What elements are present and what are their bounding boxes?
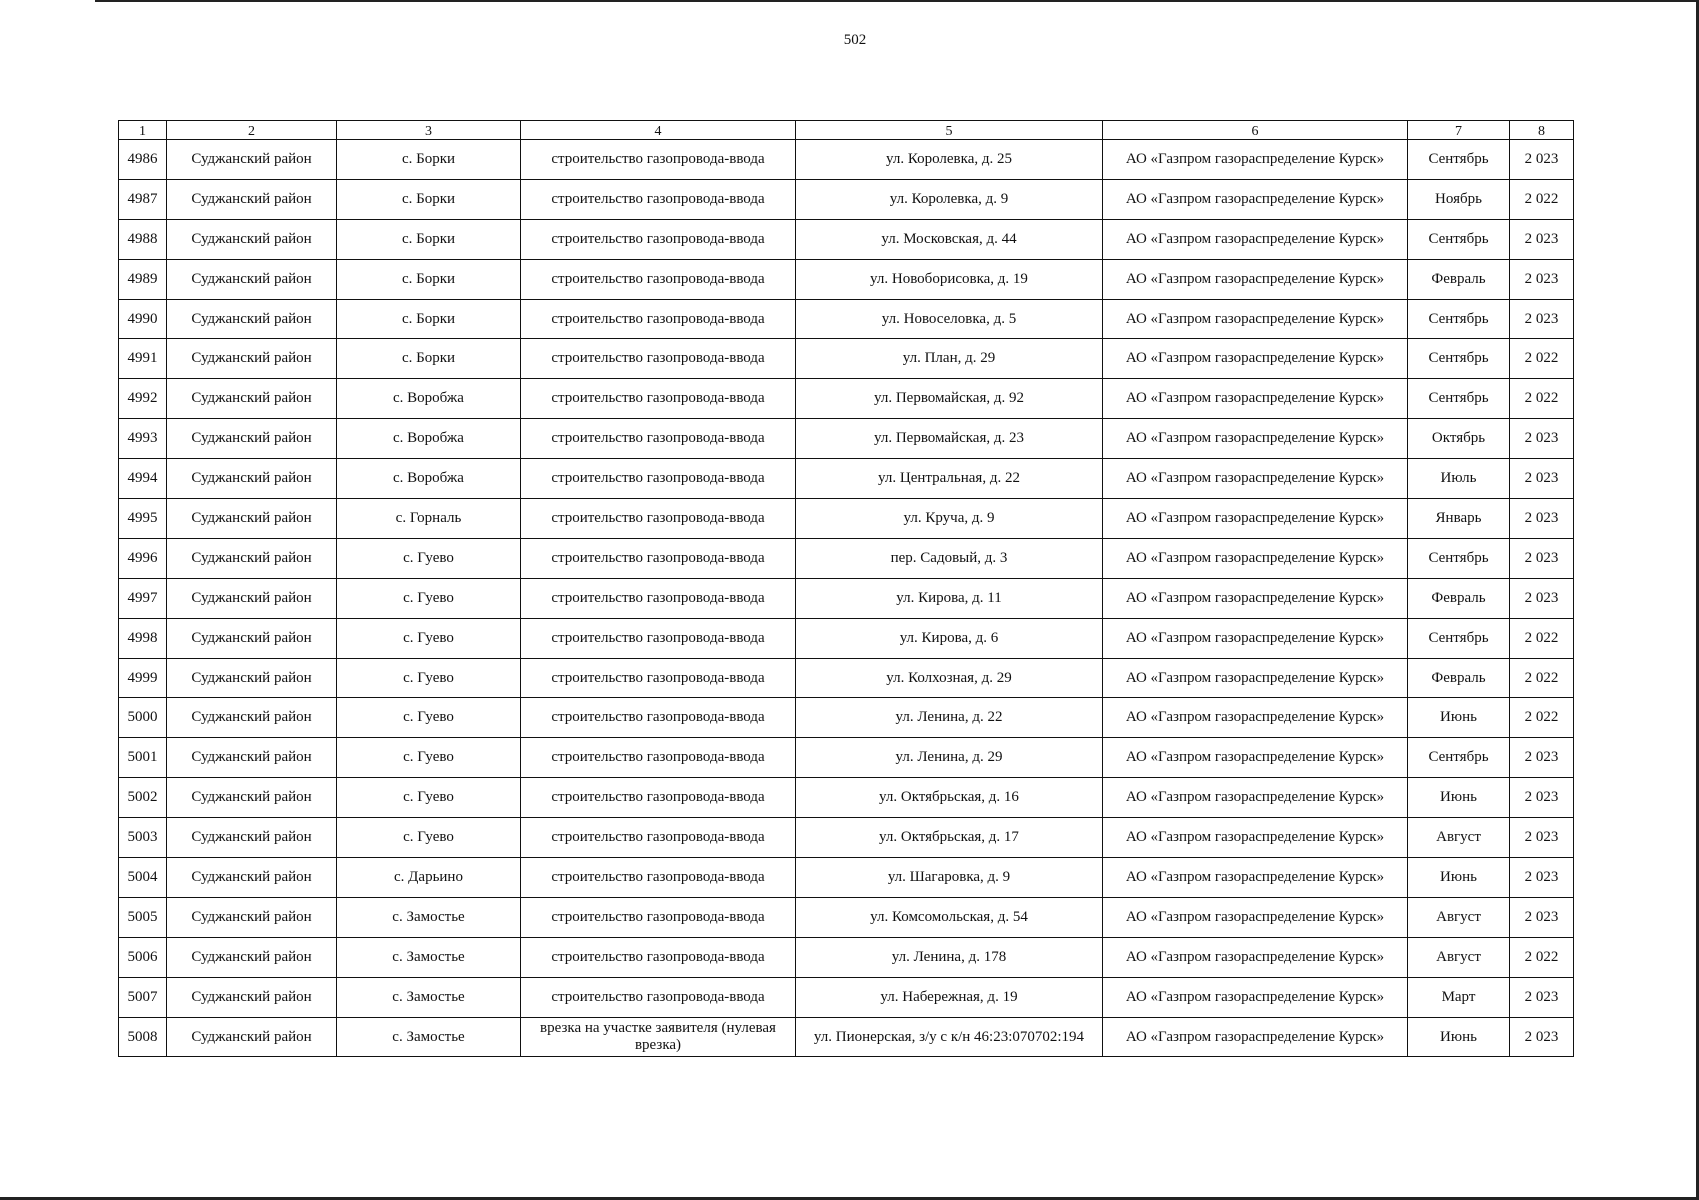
row-number-cell: 5006 <box>119 937 167 977</box>
district-cell: Суджанский район <box>167 818 337 858</box>
settlement-cell: с. Дарьино <box>337 858 521 898</box>
column-header-4: 4 <box>521 121 796 140</box>
month-cell: Ноябрь <box>1408 179 1510 219</box>
year-cell: 2 022 <box>1510 379 1574 419</box>
month-cell: Февраль <box>1408 578 1510 618</box>
year-cell: 2 023 <box>1510 419 1574 459</box>
organization-cell: АО «Газпром газораспределение Курск» <box>1103 937 1408 977</box>
address-cell: ул. Первомайская, д. 23 <box>796 419 1103 459</box>
month-cell: Сентябрь <box>1408 618 1510 658</box>
work-type-cell: строительство газопровода-ввода <box>521 937 796 977</box>
organization-cell: АО «Газпром газораспределение Курск» <box>1103 1017 1408 1057</box>
table-row <box>119 219 1574 259</box>
row-number-cell: 4997 <box>119 578 167 618</box>
header-row <box>119 121 1574 140</box>
row-number-cell: 5007 <box>119 977 167 1017</box>
table-row <box>119 937 1574 977</box>
month-cell: Февраль <box>1408 259 1510 299</box>
organization-cell: АО «Газпром газораспределение Курск» <box>1103 419 1408 459</box>
month-cell: Октябрь <box>1408 419 1510 459</box>
month-cell: Сентябрь <box>1408 738 1510 778</box>
district-cell: Суджанский район <box>167 1017 337 1057</box>
district-cell: Суджанский район <box>167 459 337 499</box>
column-header-6: 6 <box>1103 121 1408 140</box>
year-cell: 2 023 <box>1510 818 1574 858</box>
district-cell: Суджанский район <box>167 299 337 339</box>
month-cell: Август <box>1408 897 1510 937</box>
work-type-cell: строительство газопровода-ввода <box>521 658 796 698</box>
settlement-cell: с. Борки <box>337 339 521 379</box>
district-cell: Суджанский район <box>167 499 337 539</box>
work-type-cell: строительство газопровода-ввода <box>521 499 796 539</box>
year-cell: 2 023 <box>1510 897 1574 937</box>
address-cell: ул. Пионерская, з/у с к/н 46:23:070702:194 <box>796 1017 1103 1057</box>
organization-cell: АО «Газпром газораспределение Курск» <box>1103 738 1408 778</box>
work-type-cell: строительство газопровода-ввода <box>521 219 796 259</box>
work-type-cell: строительство газопровода-ввода <box>521 578 796 618</box>
organization-cell: АО «Газпром газораспределение Курск» <box>1103 897 1408 937</box>
organization-cell: АО «Газпром газораспределение Курск» <box>1103 299 1408 339</box>
settlement-cell: с. Гуево <box>337 818 521 858</box>
table-row <box>119 578 1574 618</box>
work-type-cell: строительство газопровода-ввода <box>521 538 796 578</box>
year-cell: 2 023 <box>1510 259 1574 299</box>
month-cell: Сентябрь <box>1408 219 1510 259</box>
district-cell: Суджанский район <box>167 738 337 778</box>
table-row <box>119 1017 1574 1057</box>
year-cell: 2 022 <box>1510 179 1574 219</box>
row-number-cell: 5008 <box>119 1017 167 1057</box>
year-cell: 2 022 <box>1510 339 1574 379</box>
district-cell: Суджанский район <box>167 578 337 618</box>
work-type-cell: строительство газопровода-ввода <box>521 459 796 499</box>
address-cell: ул. Новоселовка, д. 5 <box>796 299 1103 339</box>
work-type-cell: строительство газопровода-ввода <box>521 379 796 419</box>
address-cell: ул. Набережная, д. 19 <box>796 977 1103 1017</box>
row-number-cell: 4988 <box>119 219 167 259</box>
month-cell: Февраль <box>1408 658 1510 698</box>
row-number-cell: 4996 <box>119 538 167 578</box>
month-cell: Сентябрь <box>1408 299 1510 339</box>
settlement-cell: с. Гуево <box>337 618 521 658</box>
month-cell: Июль <box>1408 459 1510 499</box>
organization-cell: АО «Газпром газораспределение Курск» <box>1103 658 1408 698</box>
organization-cell: АО «Газпром газораспределение Курск» <box>1103 818 1408 858</box>
table-row <box>119 738 1574 778</box>
settlement-cell: с. Борки <box>337 259 521 299</box>
district-cell: Суджанский район <box>167 179 337 219</box>
table-row <box>119 339 1574 379</box>
address-cell: ул. Кирова, д. 6 <box>796 618 1103 658</box>
month-cell: Сентябрь <box>1408 379 1510 419</box>
table-row <box>119 459 1574 499</box>
work-type-cell: строительство газопровода-ввода <box>521 179 796 219</box>
settlement-cell: с. Замостье <box>337 1017 521 1057</box>
work-type-cell: строительство газопровода-ввода <box>521 618 796 658</box>
row-number-cell: 4995 <box>119 499 167 539</box>
column-header-5: 5 <box>796 121 1103 140</box>
work-type-cell: строительство газопровода-ввода <box>521 299 796 339</box>
column-header-2: 2 <box>167 121 337 140</box>
row-number-cell: 4990 <box>119 299 167 339</box>
year-cell: 2 023 <box>1510 738 1574 778</box>
settlement-cell: с. Борки <box>337 219 521 259</box>
year-cell: 2 023 <box>1510 499 1574 539</box>
work-type-cell: строительство газопровода-ввода <box>521 858 796 898</box>
month-cell: Сентябрь <box>1408 140 1510 180</box>
address-cell: ул. Шагаровка, д. 9 <box>796 858 1103 898</box>
year-cell: 2 023 <box>1510 459 1574 499</box>
row-number-cell: 5001 <box>119 738 167 778</box>
address-cell: ул. Кирова, д. 11 <box>796 578 1103 618</box>
organization-cell: АО «Газпром газораспределение Курск» <box>1103 499 1408 539</box>
table-row <box>119 858 1574 898</box>
organization-cell: АО «Газпром газораспределение Курск» <box>1103 339 1408 379</box>
district-cell: Суджанский район <box>167 618 337 658</box>
address-cell: ул. Московская, д. 44 <box>796 219 1103 259</box>
year-cell: 2 023 <box>1510 977 1574 1017</box>
address-cell: ул. План, д. 29 <box>796 339 1103 379</box>
top-border-line <box>95 0 1699 2</box>
organization-cell: АО «Газпром газораспределение Курск» <box>1103 858 1408 898</box>
settlement-cell: с. Воробжа <box>337 419 521 459</box>
address-cell: ул. Центральная, д. 22 <box>796 459 1103 499</box>
gas-pipeline-schedule-table <box>118 120 1574 1057</box>
table-row <box>119 259 1574 299</box>
address-cell: ул. Первомайская, д. 92 <box>796 379 1103 419</box>
table-row <box>119 698 1574 738</box>
organization-cell: АО «Газпром газораспределение Курск» <box>1103 379 1408 419</box>
month-cell: Июнь <box>1408 858 1510 898</box>
table-row <box>119 499 1574 539</box>
table-row <box>119 618 1574 658</box>
organization-cell: АО «Газпром газораспределение Курск» <box>1103 578 1408 618</box>
table-row <box>119 778 1574 818</box>
district-cell: Суджанский район <box>167 778 337 818</box>
organization-cell: АО «Газпром газораспределение Курск» <box>1103 179 1408 219</box>
year-cell: 2 022 <box>1510 658 1574 698</box>
settlement-cell: с. Воробжа <box>337 379 521 419</box>
district-cell: Суджанский район <box>167 259 337 299</box>
table-row <box>119 977 1574 1017</box>
organization-cell: АО «Газпром газораспределение Курск» <box>1103 459 1408 499</box>
settlement-cell: с. Гуево <box>337 738 521 778</box>
month-cell: Август <box>1408 818 1510 858</box>
work-type-cell: строительство газопровода-ввода <box>521 818 796 858</box>
month-cell: Июнь <box>1408 1017 1510 1057</box>
organization-cell: АО «Газпром газораспределение Курск» <box>1103 977 1408 1017</box>
settlement-cell: с. Борки <box>337 299 521 339</box>
row-number-cell: 4986 <box>119 140 167 180</box>
organization-cell: АО «Газпром газораспределение Курск» <box>1103 618 1408 658</box>
year-cell: 2 023 <box>1510 299 1574 339</box>
district-cell: Суджанский район <box>167 419 337 459</box>
row-number-cell: 5004 <box>119 858 167 898</box>
row-number-cell: 5002 <box>119 778 167 818</box>
column-header-3: 3 <box>337 121 521 140</box>
work-type-cell: строительство газопровода-ввода <box>521 738 796 778</box>
district-cell: Суджанский район <box>167 977 337 1017</box>
district-cell: Суджанский район <box>167 140 337 180</box>
district-cell: Суджанский район <box>167 858 337 898</box>
district-cell: Суджанский район <box>167 658 337 698</box>
organization-cell: АО «Газпром газораспределение Курск» <box>1103 698 1408 738</box>
year-cell: 2 022 <box>1510 698 1574 738</box>
month-cell: Август <box>1408 937 1510 977</box>
settlement-cell: с. Гуево <box>337 578 521 618</box>
settlement-cell: с. Гуево <box>337 778 521 818</box>
address-cell: ул. Комсомольская, д. 54 <box>796 897 1103 937</box>
work-type-cell: строительство газопровода-ввода <box>521 419 796 459</box>
work-type-cell: строительство газопровода-ввода <box>521 897 796 937</box>
address-cell: ул. Королевка, д. 25 <box>796 140 1103 180</box>
month-cell: Июнь <box>1408 778 1510 818</box>
table-row <box>119 538 1574 578</box>
row-number-cell: 4998 <box>119 618 167 658</box>
table-body <box>119 140 1574 1057</box>
settlement-cell: с. Гуево <box>337 538 521 578</box>
address-cell: ул. Октябрьская, д. 16 <box>796 778 1103 818</box>
year-cell: 2 023 <box>1510 578 1574 618</box>
table-row <box>119 658 1574 698</box>
work-type-cell: строительство газопровода-ввода <box>521 259 796 299</box>
address-cell: ул. Ленина, д. 29 <box>796 738 1103 778</box>
organization-cell: АО «Газпром газораспределение Курск» <box>1103 259 1408 299</box>
table-row <box>119 140 1574 180</box>
settlement-cell: с. Борки <box>337 140 521 180</box>
year-cell: 2 023 <box>1510 140 1574 180</box>
row-number-cell: 5005 <box>119 897 167 937</box>
year-cell: 2 023 <box>1510 219 1574 259</box>
district-cell: Суджанский район <box>167 379 337 419</box>
row-number-cell: 5003 <box>119 818 167 858</box>
row-number-cell: 4993 <box>119 419 167 459</box>
work-type-cell: строительство газопровода-ввода <box>521 977 796 1017</box>
row-number-cell: 4987 <box>119 179 167 219</box>
month-cell: Сентябрь <box>1408 538 1510 578</box>
year-cell: 2 023 <box>1510 1017 1574 1057</box>
column-header-1: 1 <box>119 121 167 140</box>
settlement-cell: с. Замостье <box>337 937 521 977</box>
year-cell: 2 022 <box>1510 618 1574 658</box>
settlement-cell: с. Замостье <box>337 977 521 1017</box>
row-number-cell: 4989 <box>119 259 167 299</box>
address-cell: ул. Ленина, д. 178 <box>796 937 1103 977</box>
work-type-cell: строительство газопровода-ввода <box>521 698 796 738</box>
district-cell: Суджанский район <box>167 538 337 578</box>
column-header-7: 7 <box>1408 121 1510 140</box>
settlement-cell: с. Гуево <box>337 698 521 738</box>
district-cell: Суджанский район <box>167 897 337 937</box>
year-cell: 2 022 <box>1510 937 1574 977</box>
district-cell: Суджанский район <box>167 339 337 379</box>
work-type-cell: строительство газопровода-ввода <box>521 140 796 180</box>
address-cell: ул. Октябрьская, д. 17 <box>796 818 1103 858</box>
row-number-cell: 4999 <box>119 658 167 698</box>
work-type-cell: строительство газопровода-ввода <box>521 778 796 818</box>
table-row <box>119 818 1574 858</box>
organization-cell: АО «Газпром газораспределение Курск» <box>1103 219 1408 259</box>
organization-cell: АО «Газпром газораспределение Курск» <box>1103 538 1408 578</box>
row-number-cell: 4991 <box>119 339 167 379</box>
settlement-cell: с. Воробжа <box>337 459 521 499</box>
work-type-cell: врезка на участке заявителя (нулевая врезка) <box>521 1017 796 1057</box>
address-cell: ул. Колхозная, д. 29 <box>796 658 1103 698</box>
address-cell: пер. Садовый, д. 3 <box>796 538 1103 578</box>
table-row <box>119 897 1574 937</box>
district-cell: Суджанский район <box>167 698 337 738</box>
settlement-cell: с. Замостье <box>337 897 521 937</box>
table-row <box>119 179 1574 219</box>
address-cell: ул. Круча, д. 9 <box>796 499 1103 539</box>
year-cell: 2 023 <box>1510 858 1574 898</box>
year-cell: 2 023 <box>1510 778 1574 818</box>
settlement-cell: с. Гуево <box>337 658 521 698</box>
row-number-cell: 4992 <box>119 379 167 419</box>
year-cell: 2 023 <box>1510 538 1574 578</box>
address-cell: ул. Ленина, д. 22 <box>796 698 1103 738</box>
row-number-cell: 5000 <box>119 698 167 738</box>
organization-cell: АО «Газпром газораспределение Курск» <box>1103 140 1408 180</box>
month-cell: Январь <box>1408 499 1510 539</box>
page-number: 502 <box>843 32 867 48</box>
settlement-cell: с. Борки <box>337 179 521 219</box>
settlement-cell: с. Горналь <box>337 499 521 539</box>
table-row <box>119 419 1574 459</box>
address-cell: ул. Королевка, д. 9 <box>796 179 1103 219</box>
row-number-cell: 4994 <box>119 459 167 499</box>
district-cell: Суджанский район <box>167 937 337 977</box>
month-cell: Июнь <box>1408 698 1510 738</box>
table-row <box>119 299 1574 339</box>
organization-cell: АО «Газпром газораспределение Курск» <box>1103 778 1408 818</box>
address-cell: ул. Новоборисовка, д. 19 <box>796 259 1103 299</box>
table-row <box>119 379 1574 419</box>
month-cell: Март <box>1408 977 1510 1017</box>
district-cell: Суджанский район <box>167 219 337 259</box>
work-type-cell: строительство газопровода-ввода <box>521 339 796 379</box>
month-cell: Сентябрь <box>1408 339 1510 379</box>
column-header-8: 8 <box>1510 121 1574 140</box>
